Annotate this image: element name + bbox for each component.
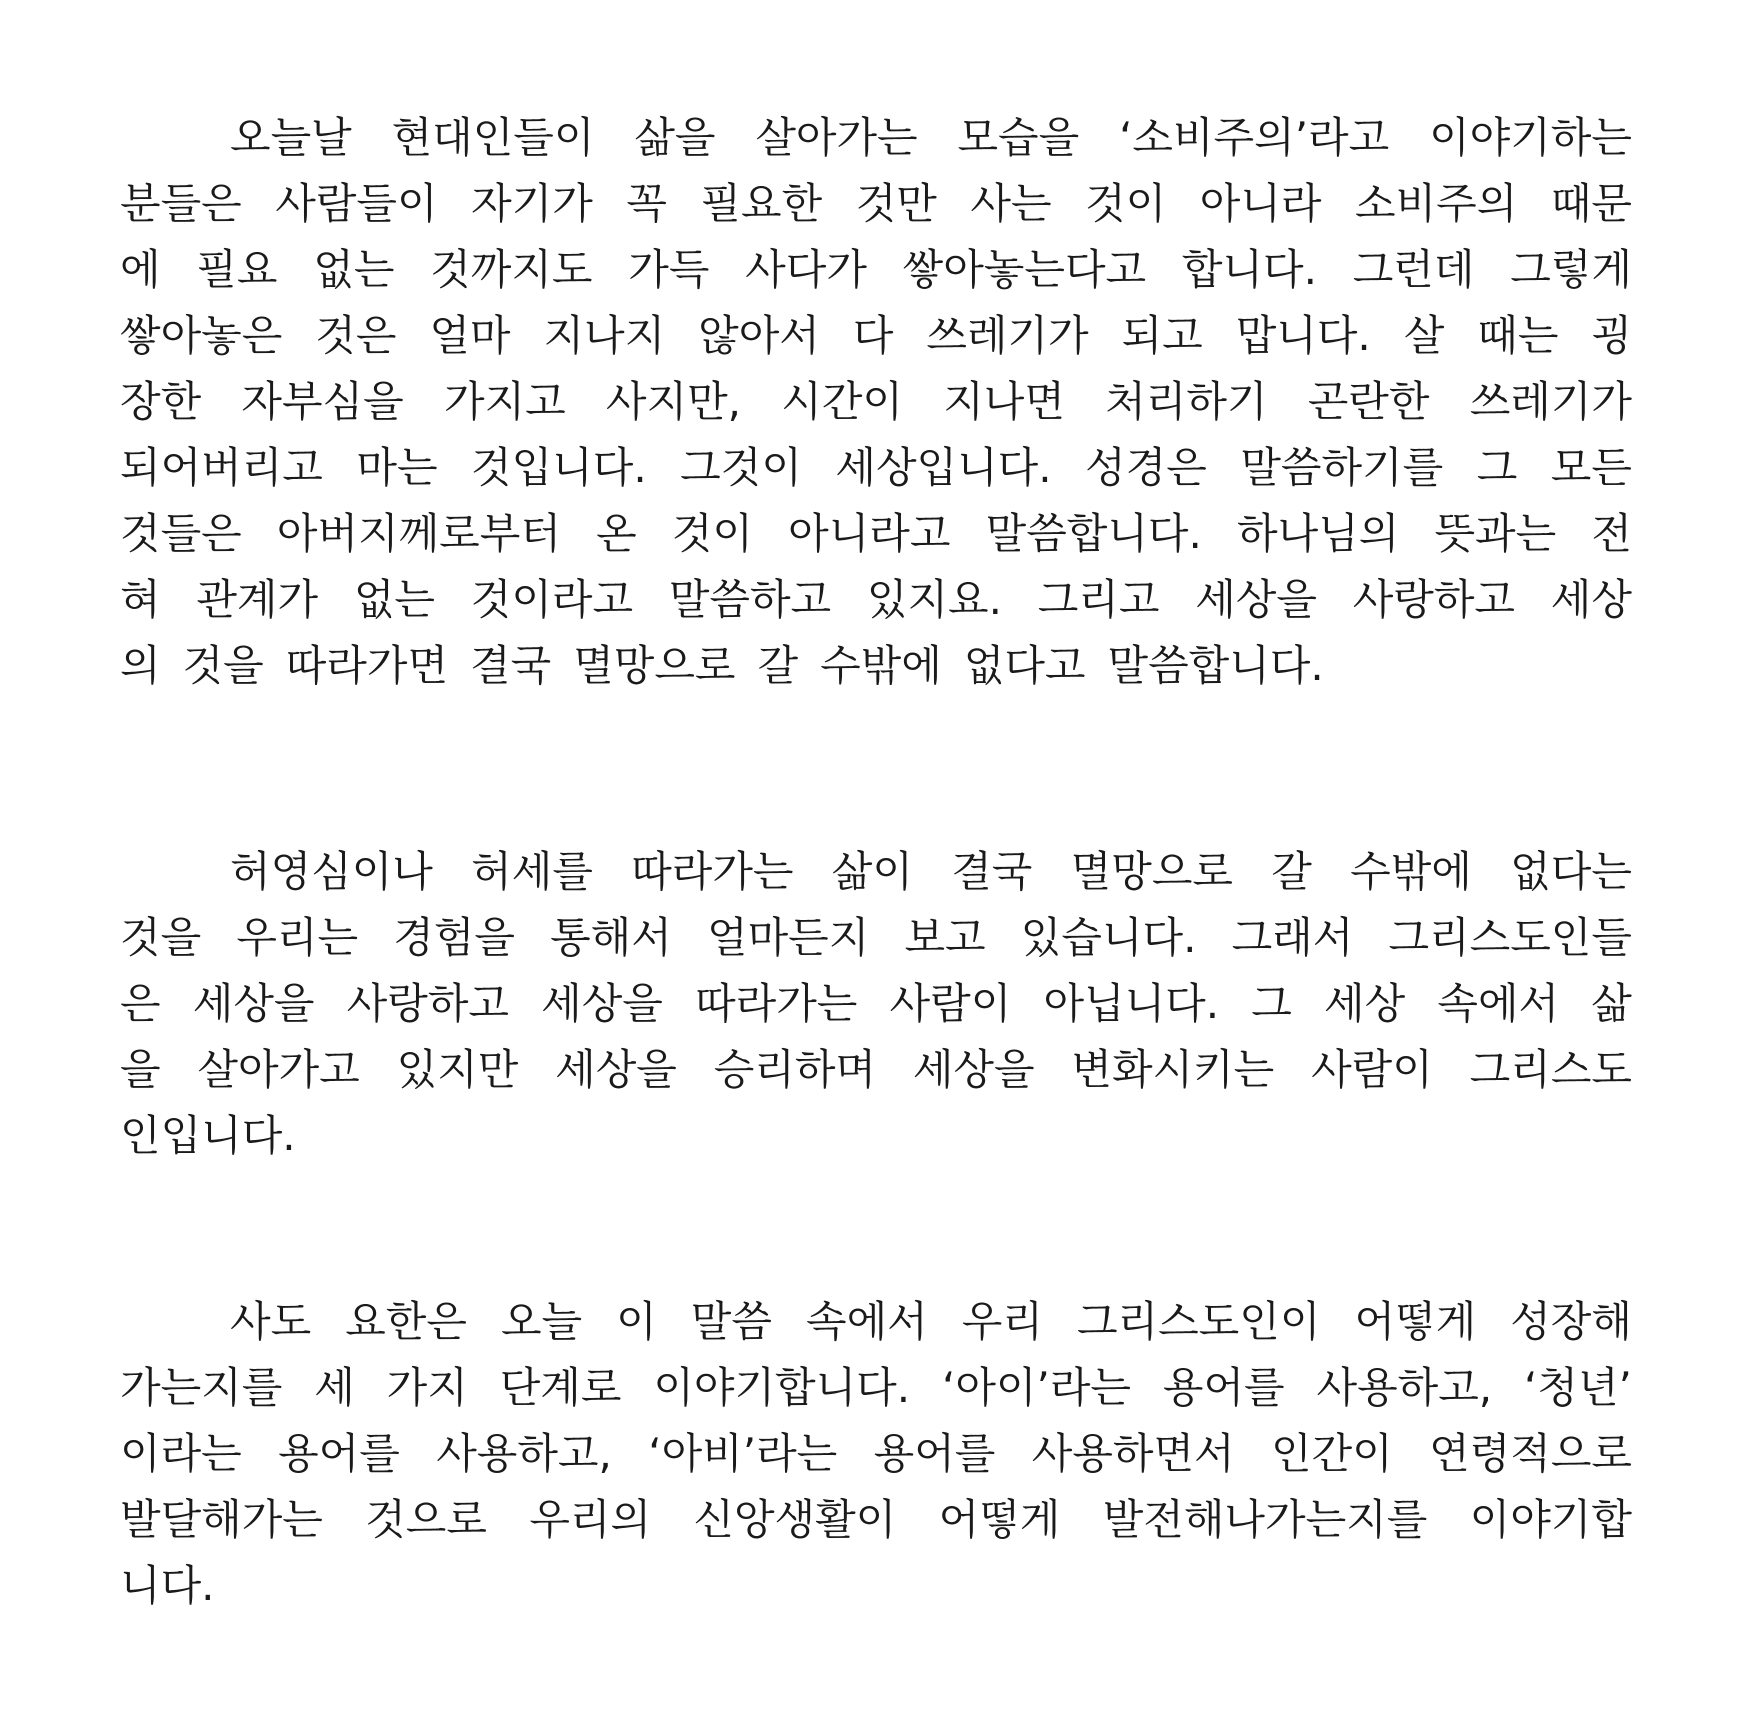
paragraph-3-line-4: 발달해가는 것으로 우리의 신앙생활이 어떻게 발전해나가는지를 이야기합 — [120, 1495, 1632, 1544]
paragraph-2-line-5: 인입니다. — [120, 1111, 296, 1160]
paragraph-1-line-4: 쌓아놓은 것은 얼마 지나지 않아서 다 쓰레기가 되고 맙니다. 살 때는 굉 — [120, 311, 1632, 360]
paragraph-3-line-5: 니다. — [120, 1561, 215, 1610]
paragraph-1-line-8: 혀 관계가 없는 것이라고 말씀하고 있지요. 그리고 세상을 사랑하고 세상 — [120, 575, 1632, 624]
paragraph-2-line-4: 을 살아가고 있지만 세상을 승리하며 세상을 변화시키는 사람이 그리스도 — [120, 1045, 1632, 1094]
paragraph-2-line-1: 허영심이나 허세를 따라가는 삶이 결국 멸망으로 갈 수밖에 없다는 — [230, 847, 1632, 896]
paragraph-1-line-7: 것들은 아버지께로부터 온 것이 아니라고 말씀합니다. 하나님의 뜻과는 전 — [120, 509, 1632, 558]
paragraph-3-line-2: 가는지를 세 가지 단계로 이야기합니다. ‘아이’라는 용어를 사용하고, ‘청년’ — [120, 1363, 1632, 1412]
paragraph-1-line-3: 에 필요 없는 것까지도 가득 사다가 쌓아놓는다고 합니다. 그런데 그렇게 — [120, 245, 1632, 294]
paragraph-1-line-1: 오늘날 현대인들이 삶을 살아가는 모습을 ‘소비주의’라고 이야기하는 — [230, 113, 1632, 162]
paragraph-3-line-1: 사도 요한은 오늘 이 말씀 속에서 우리 그리스도인이 어떻게 성장해 — [230, 1297, 1632, 1346]
paragraph-1-line-2: 분들은 사람들이 자기가 꼭 필요한 것만 사는 것이 아니라 소비주의 때문 — [120, 179, 1632, 228]
paragraph-1-line-5: 장한 자부심을 가지고 사지만, 시간이 지나면 처리하기 곤란한 쓰레기가 — [120, 377, 1632, 426]
paragraph-1-line-9: 의 것을 따라가면 결국 멸망으로 갈 수밖에 없다고 말씀합니다. — [120, 641, 1324, 690]
paragraph-2-line-3: 은 세상을 사랑하고 세상을 따라가는 사람이 아닙니다. 그 세상 속에서 삶 — [120, 979, 1632, 1028]
paragraph-2-line-2: 것을 우리는 경험을 통해서 얼마든지 보고 있습니다. 그래서 그리스도인들 — [120, 913, 1632, 962]
paragraph-1-line-6: 되어버리고 마는 것입니다. 그것이 세상입니다. 성경은 말씀하기를 그 모든 — [120, 443, 1632, 492]
paragraph-3-line-3: 이라는 용어를 사용하고, ‘아비’라는 용어를 사용하면서 인간이 연령적으로 — [120, 1429, 1632, 1478]
